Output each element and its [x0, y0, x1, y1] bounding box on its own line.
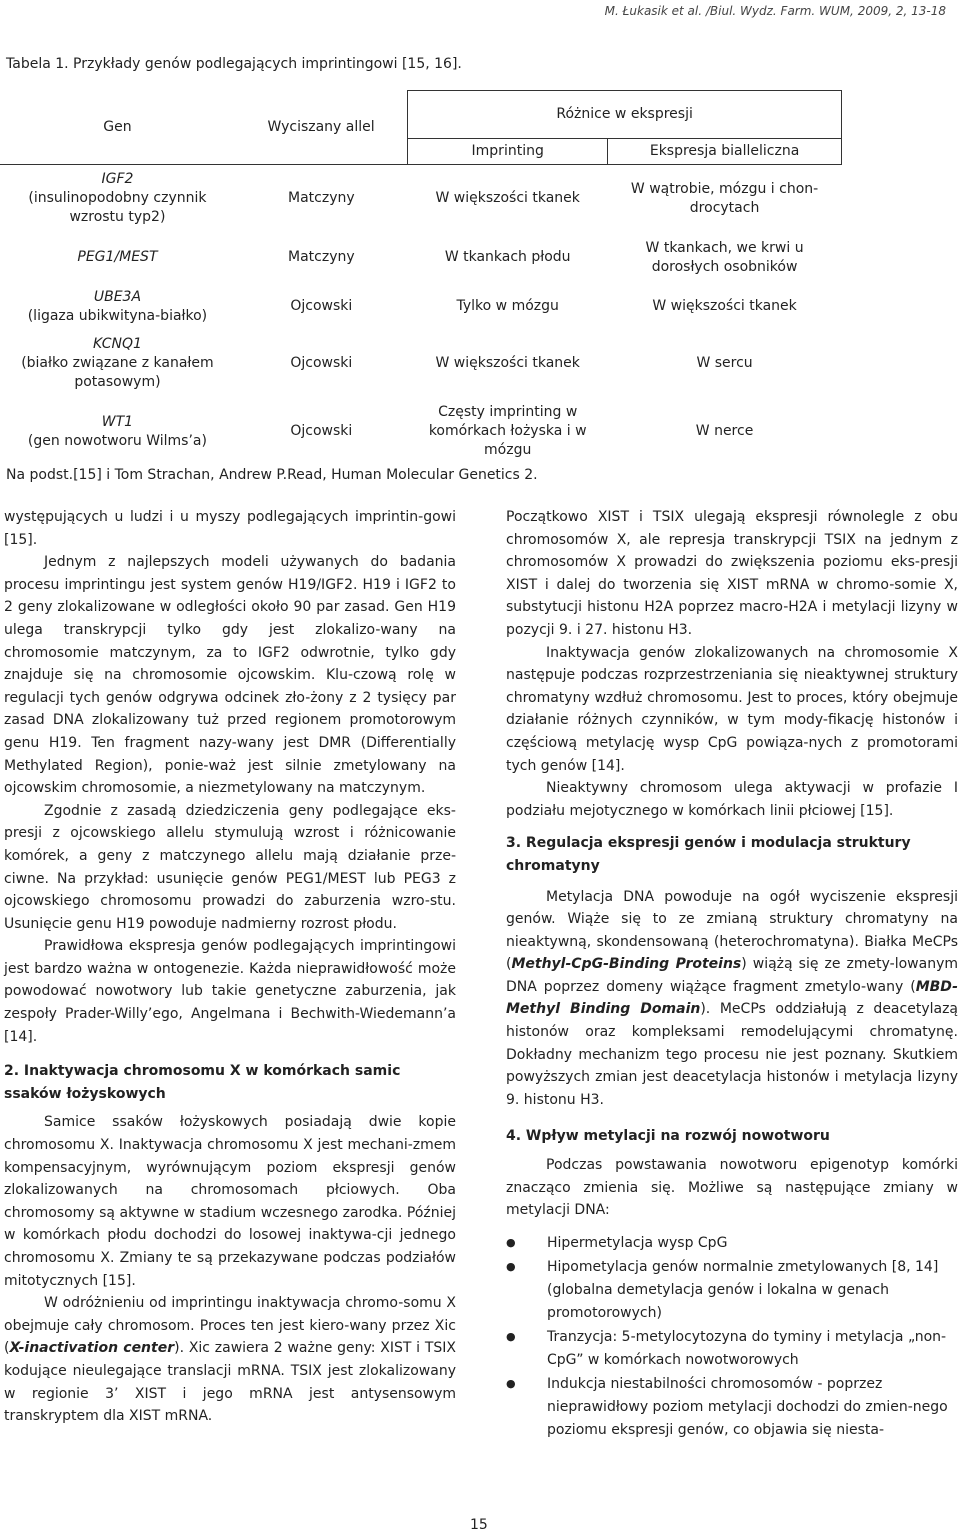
running-header: M. Łukasik et al. /Biul. Wydz. Farm. WUM, 2009, 2, 13-18: [604, 4, 946, 18]
gene-desc: (białko związane z kanałem potasowym): [21, 355, 214, 390]
gene-name: WT1: [101, 413, 134, 430]
table-row: [0, 283, 842, 331]
table-row: [0, 233, 842, 283]
imprinting-cell: W większości tkanek: [435, 355, 580, 371]
paragraph: Początkowo XIST i TSIX ulegają ekspresji równolegle z obu chromosomów X, ale represja transkrypcji TSIX na jednym z chromosomów X prowadzi do zwiększenia poziomu eks-presji XIST i dalej do tworzenia się XIST mRNA w chromo-somie X, substytucji histonu H2A poprzez macro-H2A i metylacji lizyny w pozycji 9. i 27. histonu H3.: [506, 509, 958, 638]
header-gen: Gen: [103, 118, 132, 135]
biallelic-cell: W tkankach, we krwi u dorosłych osobników: [645, 239, 804, 275]
table-caption: Tabela 1. Przykłady genów podlegających imprintingowi [15, 16].: [6, 56, 462, 72]
gene-name: PEG1/MEST: [77, 249, 158, 265]
section-heading: 4. Wpływ metylacji na rozwój nowotworu: [506, 1128, 830, 1145]
paragraph: występujących u ludzi i u myszy podlegających imprintin-gowi [15].: [4, 509, 456, 548]
paragraph: Nieaktywny chromosom ulega aktywacji w profazie I podziału mejotycznego w komórkach linii płciowej [15].: [506, 780, 958, 819]
page-number: 15: [470, 1517, 488, 1533]
paragraph: [4, 1292, 456, 1428]
paragraph: Zgodnie z zasadą dziedziczenia geny podlegające eks-presji z ojcowskiego allelu stymulują wzrost i różnicowanie komórek, a geny z matczynego allelu mają działanie prze-ciwne. Na przykład: usunięcie genów PEG1/MEST lub PEG3 z ojcowskiego chromosomu prowadzi do zaburzenia wzro-stu. Usunięcie genu H19 powoduje nadmierny rozrost płodu.: [4, 802, 456, 932]
table-row: [0, 165, 842, 233]
imprinting-cell: Częsty imprinting w komórkach łożyska i w mózgu: [428, 404, 587, 458]
biallelic-cell: W sercu: [696, 355, 753, 371]
biallelic-cell: W większości tkanek: [652, 298, 797, 314]
imprinting-genes-table: [0, 90, 842, 467]
gene-name: IGF2: [101, 171, 134, 188]
paragraph: Podczas powstawania nowotworu epigenotyp komórki znacząco zmienia się. Możliwe są następujące zmiany w metylacji DNA:: [506, 1157, 958, 1219]
gene-desc: (gen nowotworu Wilms’a): [27, 432, 207, 449]
header-imprinting: Imprinting: [408, 139, 608, 165]
table-row: [0, 397, 842, 467]
section-heading: 3. Regulacja ekspresji genów i modulacja struktury chromatyny: [506, 835, 911, 874]
gene-desc: (ligaza ubikwityna-białko): [27, 307, 208, 324]
header-diff: Różnice w ekspresji: [408, 91, 842, 139]
imprinting-cell: W tkankach płodu: [444, 249, 571, 265]
list-item: ● Tranzycja: 5-metylocytozyna do tyminy i metylacja „non-CpG” w komórkach nowotworowych: [506, 1326, 958, 1371]
gene-name: KCNQ1: [92, 336, 142, 352]
gene-desc: (insulinopodobny czynnik wzrostu typ2): [28, 190, 207, 226]
methylation-list: [506, 1232, 958, 1441]
text-run: ). Xic zawiera 2 ważne geny: XIST i TSIX kodujące nieulegające translacji mRNA. TSIX jest zlokalizowany w regionie 3’ XIST i jego mRNA jest antysensowym transkryptem dla XIST mRNA.: [4, 1340, 456, 1425]
table-row: [0, 331, 842, 397]
text-run: ). MeCPs oddziałują z deacetylazą histonów oraz kompleksami remodelującymi chromatynę. Dokładny mechanizm tego procesu nie jest poznany. Skutkiem powyższych zmian jest deacetylacja histonów i metylacja lizyny 9. histonu H3.: [506, 1001, 958, 1108]
allele-cell: Ojcowski: [290, 355, 353, 371]
allele-cell: Ojcowski: [290, 423, 353, 439]
list-item: ● Indukcja niestabilności chromosomów - poprzez nieprawidłowy poziom metylacji dochodzi do zmien-nego poziomu ekspresji genów, co objawia się niesta-: [506, 1373, 958, 1441]
text-run: ) wiążą się ze zmety-lowanym DNA poprzez domeny wiążące fragment zmetylo-wany (: [506, 956, 958, 995]
text-run: W odróżnieniu od imprintingu inaktywacja chromo-somu X obejmuje cały chromosom. Proces ten jest kiero-wany przez Xic (: [4, 1295, 456, 1357]
header-biallelic: Ekspresja bialleliczna: [608, 139, 842, 165]
allele-cell: Matczyny: [288, 249, 355, 265]
left-column: [4, 506, 456, 1428]
paragraph: Jednym z najlepszych modeli używanych do badania procesu imprintingu jest system genów H19/IGF2. H19 i IGF2 to 2 geny zlokalizowane w odległości około 90 par zasad. Gen H19 ulega transkrypcji tylko gdy jest zlokalizo-wany na chromosomie matczynym, za to IGF2 odwrotnie, tylko gdy znajduje się na chromosomie ojcowskim. Klu-czową rolę w regulacji tych genów odgrywa odcinek zło-żony z 2 tysięcy par zasad DNA zlokalizowany tuż przed regionem promotorowym genu H19. Ten fragment nazy-wany jest DMR (Differentially Methylated Region), ponie-waż jest silnie zmetylowany na ojcowskim chromosomie, a niezmetylowany na matczynym.: [4, 554, 456, 797]
allele-cell: Matczyny: [235, 165, 408, 233]
biallelic-cell: W nerce: [695, 423, 754, 439]
emphasis: Methyl-CpG-Binding Proteins: [511, 956, 742, 973]
paragraph: Prawidłowa ekspresja genów podlegających imprintingowi jest bardzo ważna w ontogenezie. Każda nieprawidłowość może powodować nowotwory lub takie genetyczne zaburzenia, jak zespoły Prader-Willy’ego, Angelmana i Bechwith-Wiedemann’a [14].: [4, 938, 456, 1045]
list-item: ● Hipometylacja genów normalnie zmetylowanych [8, 14] (globalna demetylacja genów i lokalna w genach promotorowych): [506, 1256, 958, 1324]
emphasis: X-inactivation center: [9, 1340, 175, 1357]
paragraph: Samice ssaków łożyskowych posiadają dwie kopie chromosomu X. Inaktywacja chromosomu X jest mechani-zmem kompensacyjnym, wyrównującym poziom ekspresji genów zlokalizowanych na chromosomach płciowych. Oba chromosomy są aktywne w stadium wczesnego zarodka. Później w komórkach płodu dochodzi do losowej inaktywa-cji jednego chromosomu X. Zmiany te są przekazywane podczas podziałów mitotycznych [15].: [4, 1114, 456, 1289]
allele-cell: Ojcowski: [290, 298, 353, 314]
biallelic-cell: W wątrobie, mózgu i chon-drocytach: [608, 165, 842, 233]
paragraph: [506, 886, 958, 1112]
gene-name: UBE3A: [93, 288, 142, 305]
imprinting-cell: Tylko w mózgu: [456, 298, 559, 314]
emphasis: MBD-Methyl Binding Domain: [506, 978, 958, 1018]
section-heading: 2. Inaktywacja chromosomu X w komórkach samic ssaków łożyskowych: [4, 1063, 401, 1102]
paragraph: Inaktywacja genów zlokalizowanych na chromosomie X następuje podczas rozprzestrzeniania się nieaktywnej struktury chromatyny wzdłuż chromosomu. Jest to proces, który obejmuje działanie różnych czynników, w tym mody-fikację histonów i częściową metylację wysp CpG powiąza-nych z promotorami tych genów [14].: [506, 644, 958, 774]
right-column: [506, 506, 958, 1443]
list-item: ● Hipermetylacja wysp CpG: [506, 1232, 958, 1255]
table-source: Na podst.[15] i Tom Strachan, Andrew P.Read, Human Molecular Genetics 2.: [6, 467, 538, 483]
header-allele: Wyciszany allel: [267, 118, 375, 135]
imprinting-cell: W większości tkanek: [408, 165, 608, 233]
text-run: Metylacja DNA powoduje na ogół wyciszenie ekspresji genów. Wiąże się to ze zmianą struktury chromatyny na nieaktywną, skondensowaną (heterochromatyna). Białka MeCPs (: [506, 888, 958, 973]
